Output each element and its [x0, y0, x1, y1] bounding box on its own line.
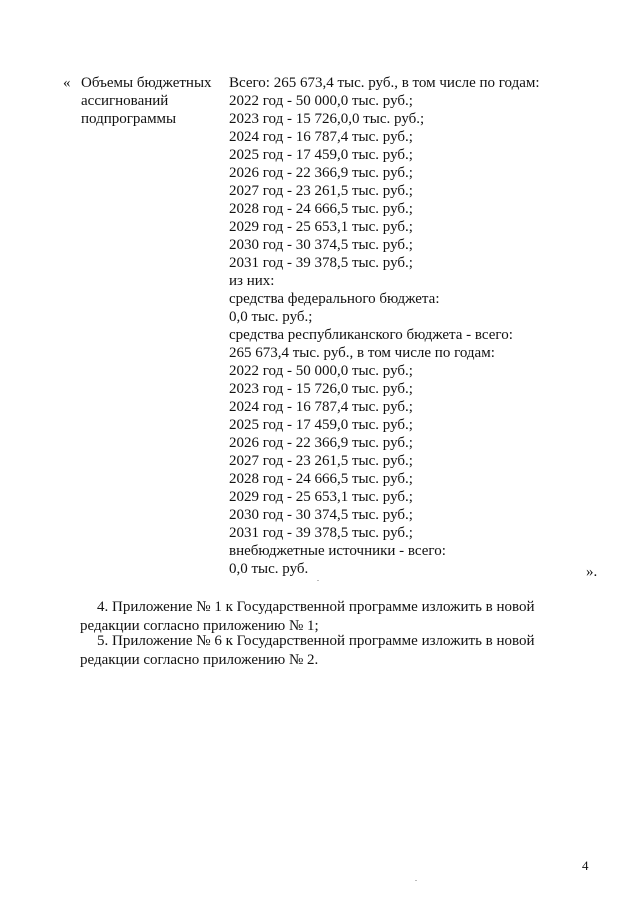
value-line: 2028 год - 24 666,5 тыс. руб.; — [229, 201, 413, 217]
value-line: из них: — [229, 273, 275, 289]
value-line: 2022 год - 50 000,0 тыс. руб.; — [229, 93, 413, 109]
paragraph-continuation: редакции согласно приложению № 1; — [80, 618, 319, 634]
value-line: средства республиканского бюджета - всего: — [229, 327, 513, 343]
value-line: 2022 год - 50 000,0 тыс. руб.; — [229, 363, 413, 379]
value-line: 2023 год - 15 726,0,0 тыс. руб.; — [229, 111, 425, 127]
value-line: 2024 год - 16 787,4 тыс. руб.; — [229, 129, 413, 145]
label-line: Объемы бюджетных — [81, 75, 212, 91]
paragraph-first-line: 4. Приложение № 1 к Государственной программе изложить в новой — [97, 599, 535, 615]
value-line: 0,0 тыс. руб. — [229, 561, 309, 577]
value-line: внебюджетные источники - всего: — [229, 543, 446, 559]
value-line: 2025 год - 17 459,0 тыс. руб.; — [229, 147, 413, 163]
value-line: 0,0 тыс. руб.; — [229, 309, 313, 325]
label-line: подпрограммы — [81, 111, 177, 127]
value-line: 2030 год - 30 374,5 тыс. руб.; — [229, 507, 413, 523]
opening-quote: « — [63, 75, 71, 91]
value-line: 2031 год - 39 378,5 тыс. руб.; — [229, 255, 413, 271]
value-line: 2027 год - 23 261,5 тыс. руб.; — [229, 183, 413, 199]
value-line: 2031 год - 39 378,5 тыс. руб.; — [229, 525, 413, 541]
value-line: 2027 год - 23 261,5 тыс. руб.; — [229, 453, 413, 469]
value-line: 2030 год - 30 374,5 тыс. руб.; — [229, 237, 413, 253]
value-line: 2026 год - 22 366,9 тыс. руб.; — [229, 435, 413, 451]
paragraph-item-5 — [80, 632, 589, 670]
value-line: 2028 год - 24 666,5 тыс. руб.; — [229, 471, 413, 487]
value-line: 2024 год - 16 787,4 тыс. руб.; — [229, 399, 413, 415]
value-column — [229, 74, 589, 578]
scan-speck — [317, 580, 319, 581]
value-line: 2025 год - 17 459,0 тыс. руб.; — [229, 417, 413, 433]
scan-speck — [415, 880, 417, 881]
paragraph-first-line: 5. Приложение № 6 к Государственной программе изложить в новой — [97, 633, 535, 649]
closing-quote: ». — [586, 564, 598, 580]
label-line: ассигнований — [81, 93, 169, 109]
value-line: Всего: 265 673,4 тыс. руб., в том числе по годам: — [229, 75, 540, 91]
page-number: 4 — [582, 858, 589, 873]
value-line: 2023 год - 15 726,0 тыс. руб.; — [229, 381, 413, 397]
value-line: 2029 год - 25 653,1 тыс. руб.; — [229, 219, 413, 235]
value-line: 2026 год - 22 366,9 тыс. руб.; — [229, 165, 413, 181]
paragraph-continuation: редакции согласно приложению № 2. — [80, 652, 319, 668]
label-column — [81, 74, 221, 128]
value-line: 2029 год - 25 653,1 тыс. руб.; — [229, 489, 413, 505]
paragraph-item-4 — [80, 598, 589, 636]
value-line: 265 673,4 тыс. руб., в том числе по годам: — [229, 345, 495, 361]
value-line: средства федерального бюджета: — [229, 291, 440, 307]
